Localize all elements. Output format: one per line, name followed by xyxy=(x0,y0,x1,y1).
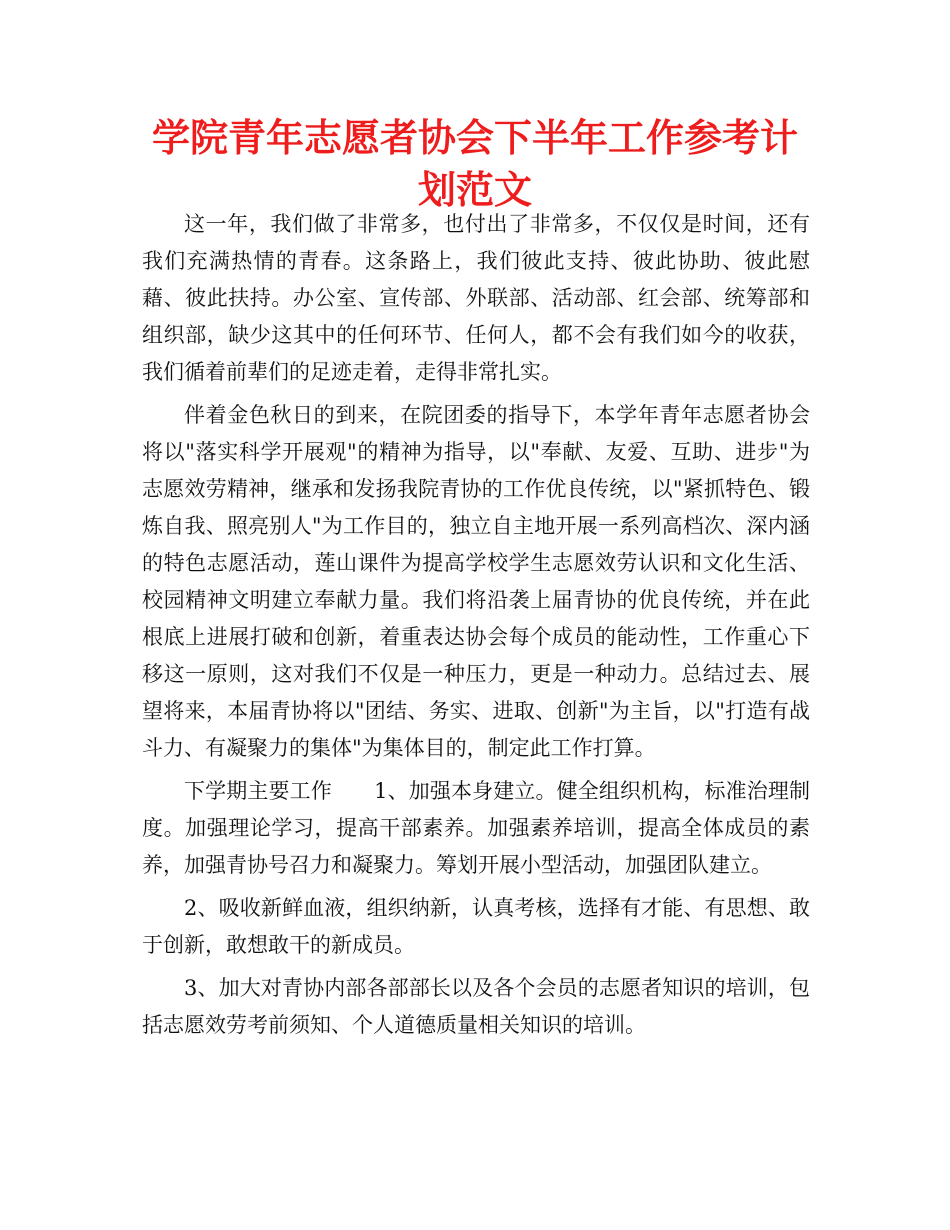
paragraph-4: 2、吸收新鲜血液，组织纳新，认真考核，选择有才能、有思想、敢于创新，敢想敢干的新成员。 xyxy=(142,896,810,957)
paragraph-2: 伴着金色秋日的到来，在院团委的指导下，本学年青年志愿者协会将以"落实科学开展观"的精神为指导，以"奉献、友爱、互助、进步"为志愿效劳精神，继承和发扬我院青协的工作优良传统，以"紧抓特色、锻炼自我、照亮别人"为工作目的，独立自主地开展一系列高档次、深内涵的特色志愿活动，莲山课件为提高学校学生志愿效劳认识和文化生活、校园精神文明建立奉献力量。我们将沿袭上届青协的优良传统，并在此根底上进展打破和创新，着重表达协会每个成员的能动性，工作重心下移这一原则，这对我们不仅是一种压力，更是一种动力。总结过去、展望将来，本届青协将以"团结、务实、进取、创新"为主旨，以"打造有战斗力、有凝聚力的集体"为集体目的，制定此工作打算。 xyxy=(142,403,810,760)
document-title: 学院青年志愿者协会下半年工作参考计划范文 xyxy=(151,116,798,212)
document-body xyxy=(142,206,810,1050)
paragraph-5: 3、加大对青协内部各部部长以及各个会员的志愿者知识的培训，包括志愿效劳考前须知、个人道德质量相关知识的培训。 xyxy=(142,976,810,1037)
paragraph-3: 下学期主要工作 1、加强本身建立。健全组织机构，标准治理制度。加强理论学习，提高干部素养。加强素养培训，提高全体成员的素养，加强青协号召力和凝聚力。筹划开展小型活动，加强团队建立。 xyxy=(142,779,810,877)
paragraph-1: 这一年，我们做了非常多，也付出了非常多，不仅仅是时间，还有我们充满热情的青春。这条路上，我们彼此支持、彼此协助、彼此慰藉、彼此扶持。办公室、宣传部、外联部、活动部、红会部、统筹部和组织部，缺少这其中的任何环节、任何人，都不会有我们如今的收获，我们循着前辈们的足迹走着，走得非常扎实。 xyxy=(142,212,810,384)
